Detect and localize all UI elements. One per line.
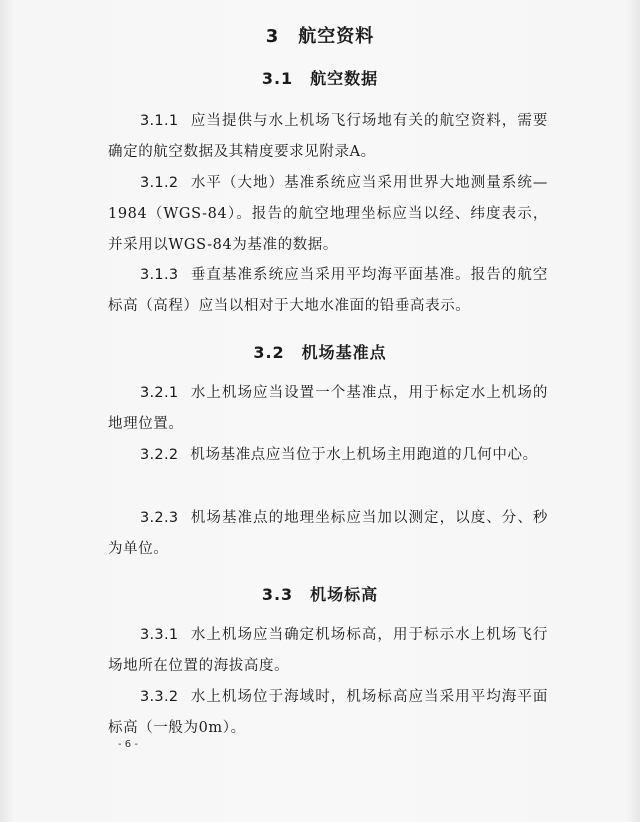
clause-text: 垂直基准系统应当采用平均海平面基准。报告的航空标高（高程）应当以相对于大地水准面的铅垂高表示。 bbox=[108, 267, 548, 314]
clause-text: 水上机场应当设置一个基准点，用于标定水上机场的地理位置。 bbox=[108, 385, 548, 432]
clause-3-2-3 bbox=[108, 503, 548, 565]
clause-number: 3.1.3 bbox=[140, 267, 179, 283]
clause-text: 水上机场应当确定机场标高，用于标示水上机场飞行场地所在位置的海拔高度。 bbox=[108, 627, 548, 674]
clause-3-1-3 bbox=[108, 260, 548, 322]
clause-number: 3.2.1 bbox=[140, 385, 179, 401]
clause-text: 机场基准点应当位于水上机场主用跑道的几何中心。 bbox=[190, 447, 538, 463]
clause-3-1-2 bbox=[108, 168, 548, 261]
clause-3-3-1 bbox=[108, 620, 548, 682]
clause-number: 3.3.1 bbox=[140, 627, 179, 643]
page-number: - 6 - bbox=[118, 739, 138, 750]
section-heading-3-3: 3.3 机场标高 bbox=[261, 585, 379, 604]
clause-number: 3.3.2 bbox=[140, 689, 179, 705]
chapter-title: 3 航空资料 bbox=[265, 26, 375, 47]
clause-text: 水上机场位于海域时，机场标高应当采用平均海平面标高（一般为0m）。 bbox=[108, 689, 548, 736]
section-heading-3-1: 3.1 航空数据 bbox=[261, 69, 379, 88]
clause-text: 应当提供与水上机场飞行场地有关的航空资料，需要确定的航空数据及其精度要求见附录A。 bbox=[108, 113, 548, 160]
clause-number: 3.1.2 bbox=[140, 175, 179, 191]
clause-3-3-2 bbox=[108, 682, 548, 744]
clause-number: 3.2.3 bbox=[140, 510, 179, 526]
clause-text: 机场基准点的地理坐标应当加以测定，以度、分、秒为单位。 bbox=[108, 510, 548, 557]
clause-3-2-1 bbox=[108, 378, 548, 440]
clause-text: 水平（大地）基准系统应当采用世界大地测量系统—1984（WGS-84）。报告的航空地理坐标应当以经、纬度表示，并采用以WGS-84为基准的数据。 bbox=[108, 175, 548, 253]
section-heading-3-2: 3.2 机场基准点 bbox=[253, 343, 387, 362]
clause-number: 3.1.1 bbox=[140, 113, 179, 129]
clause-number: 3.2.2 bbox=[140, 447, 179, 463]
clause-3-1-1 bbox=[108, 106, 548, 168]
clause-3-2-2 bbox=[108, 440, 548, 471]
